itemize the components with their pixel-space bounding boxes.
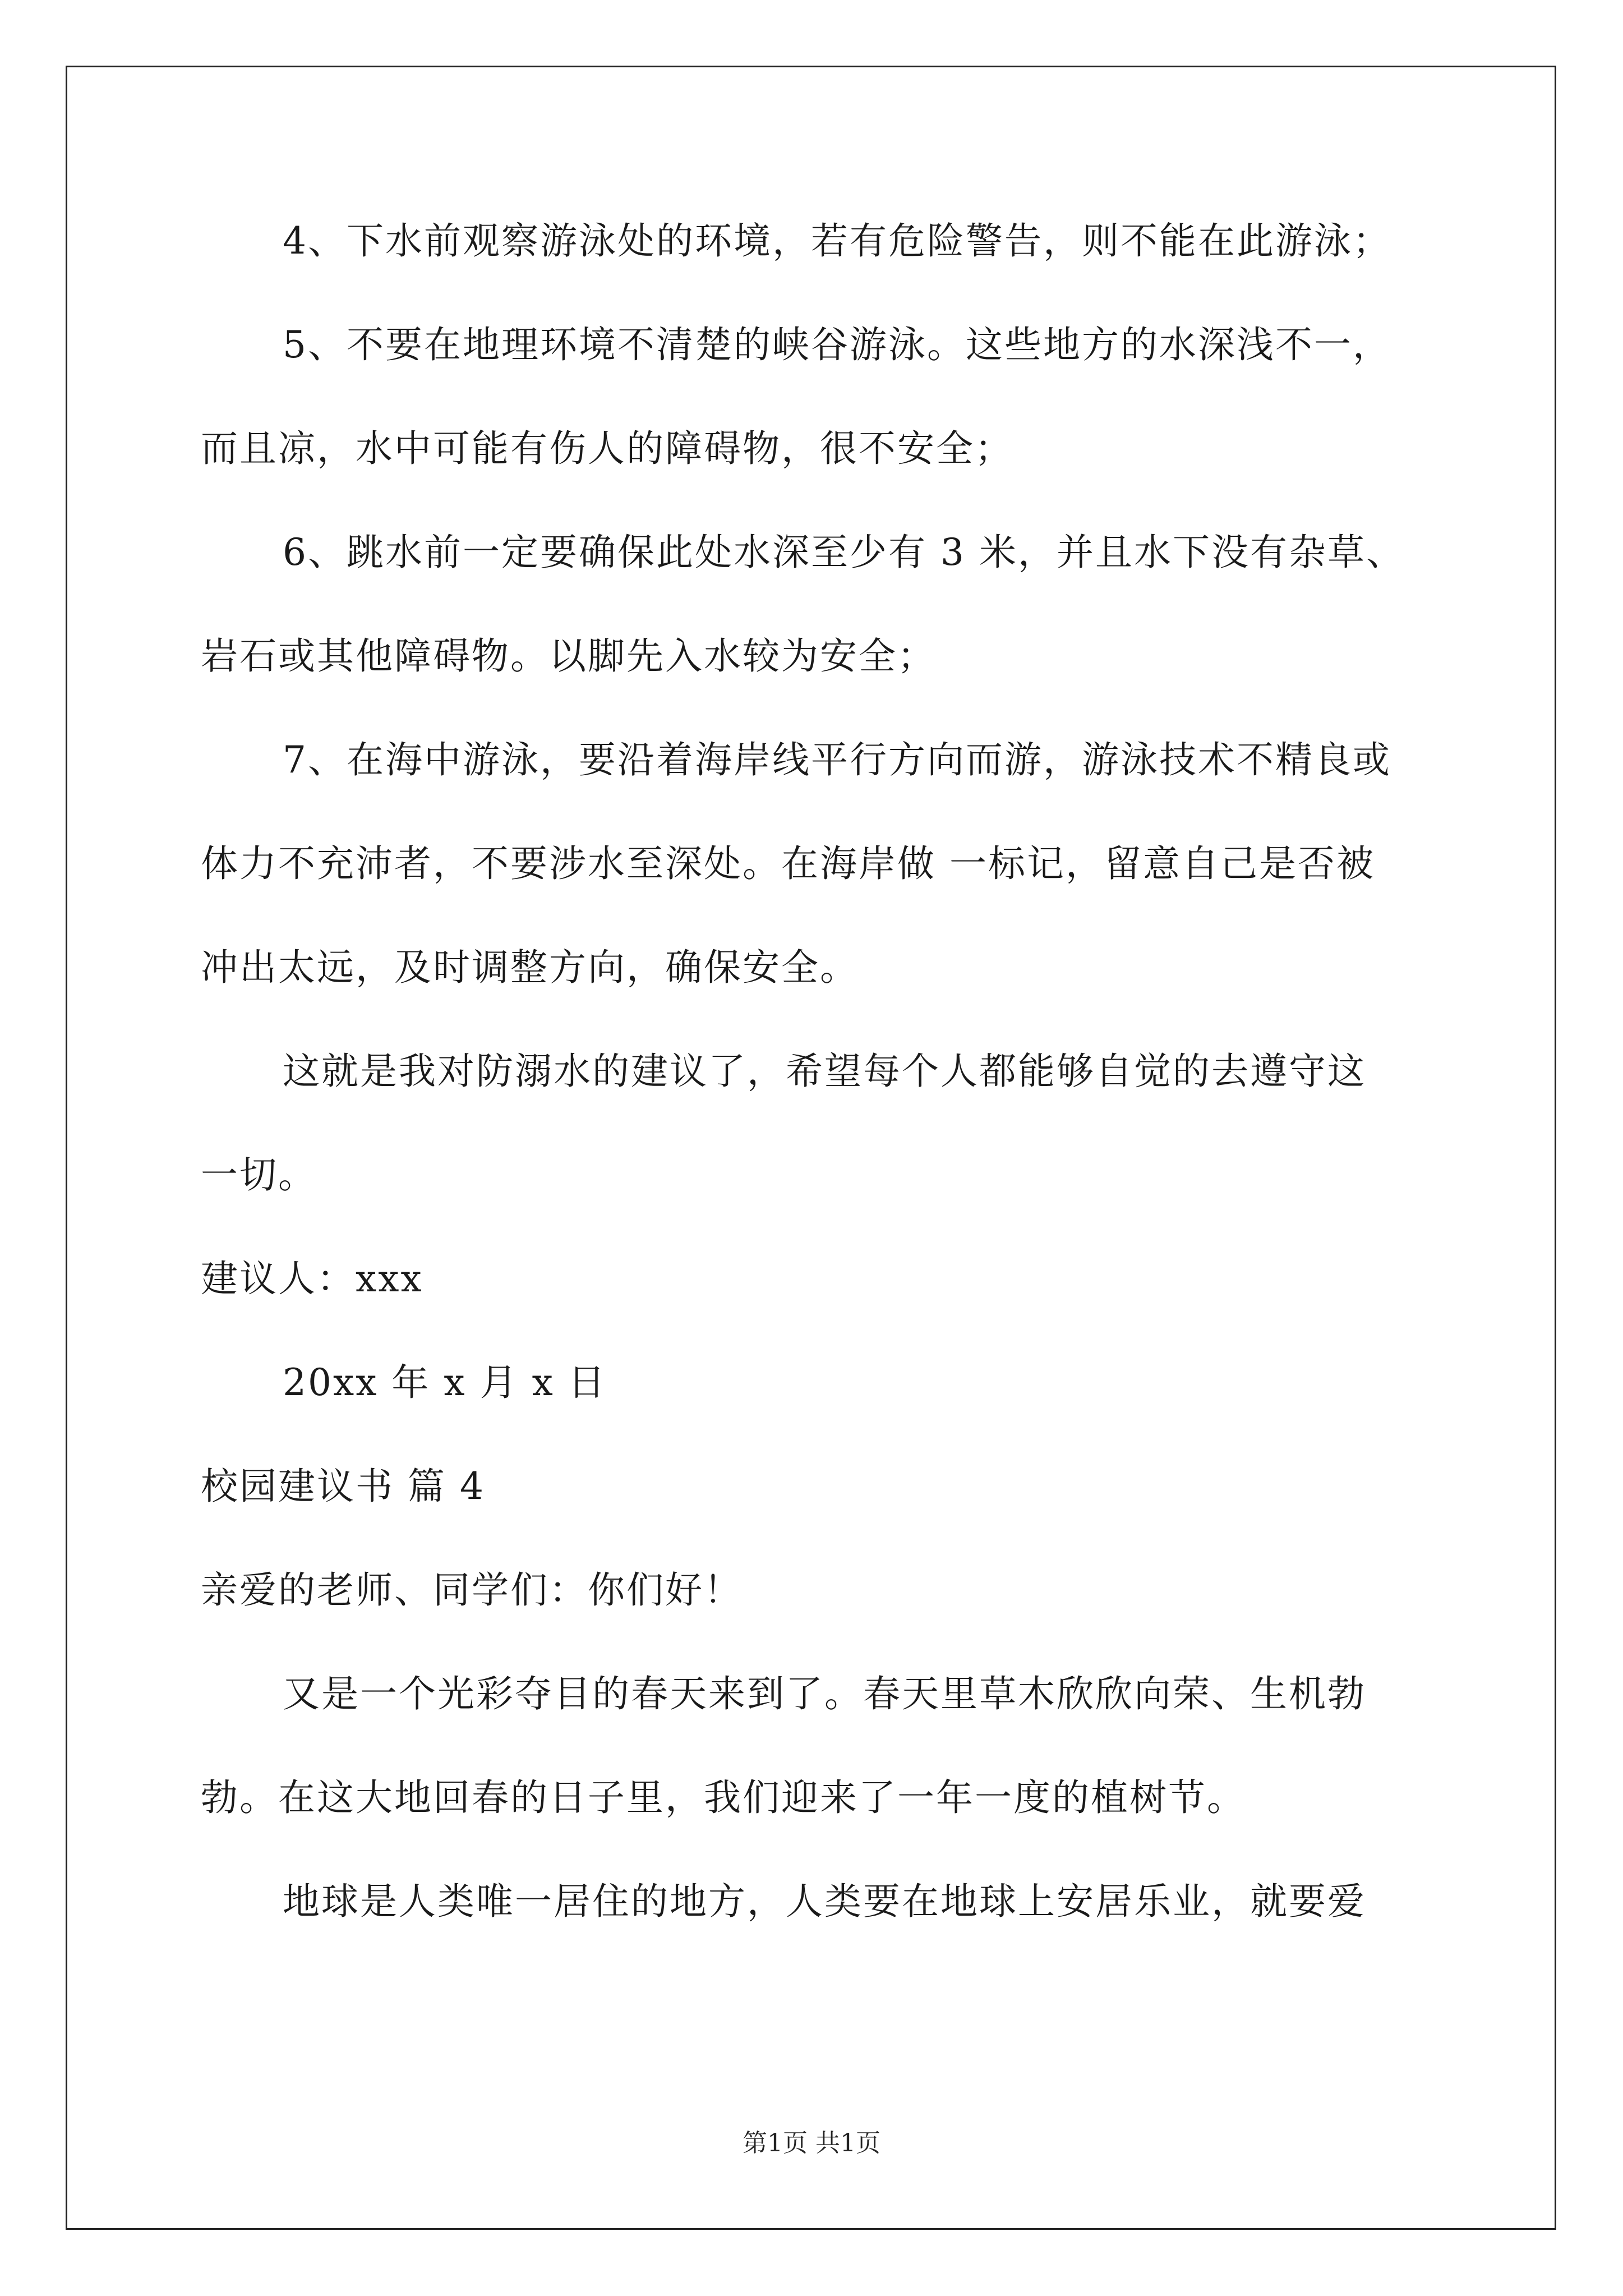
text-line-5: 岩石或其他障碍物。以脚先入水较为安全；	[201, 634, 936, 678]
date-line: 20xx 年 x 月 x 日	[283, 1361, 607, 1404]
text-line-16: 勃。在这大地回春的日子里，我们迎来了一年一度的植树节。	[201, 1776, 1246, 1819]
text-line-15: 又是一个光彩夺目的春天来到了。春天里草木欣欣向荣、生机勃	[283, 1672, 1366, 1715]
proposer-line: 建议人：xxx	[201, 1257, 423, 1300]
text-line-10: 一切。	[201, 1153, 317, 1197]
text-line-2: 5、不要在地理环境不清楚的峡谷游泳。这些地方的水深浅不一，	[283, 323, 1391, 366]
section-heading: 校园建议书 篇 4	[201, 1465, 485, 1508]
text-line-4: 6、跳水前一定要确保此处水深至少有 3 米，并且水下没有杂草、	[283, 531, 1405, 574]
salutation-line: 亲爱的老师、同学们：你们好！	[201, 1568, 743, 1612]
text-line-3: 而且凉，水中可能有伤人的障碍物，很不安全；	[201, 427, 1013, 470]
text-line-7: 体力不充沛者，不要涉水至深处。在海岸做 一标记，留意自己是否被	[201, 842, 1375, 885]
text-line-6: 7、在海中游泳，要沿着海岸线平行方向而游，游泳技术不精良或	[283, 738, 1391, 781]
text-line-1: 4、下水前观察游泳处的环境，若有危险警告，则不能在此游泳；	[283, 219, 1391, 263]
page-footer: 第1页 共1页	[743, 2129, 880, 2157]
text-line-17: 地球是人类唯一居住的地方，人类要在地球上安居乐业，就要爱	[283, 1880, 1366, 1923]
text-line-8: 冲出太远，及时调整方向，确保安全。	[201, 946, 859, 989]
text-line-9: 这就是我对防溺水的建议了，希望每个人都能够自觉的去遵守这	[283, 1050, 1366, 1093]
